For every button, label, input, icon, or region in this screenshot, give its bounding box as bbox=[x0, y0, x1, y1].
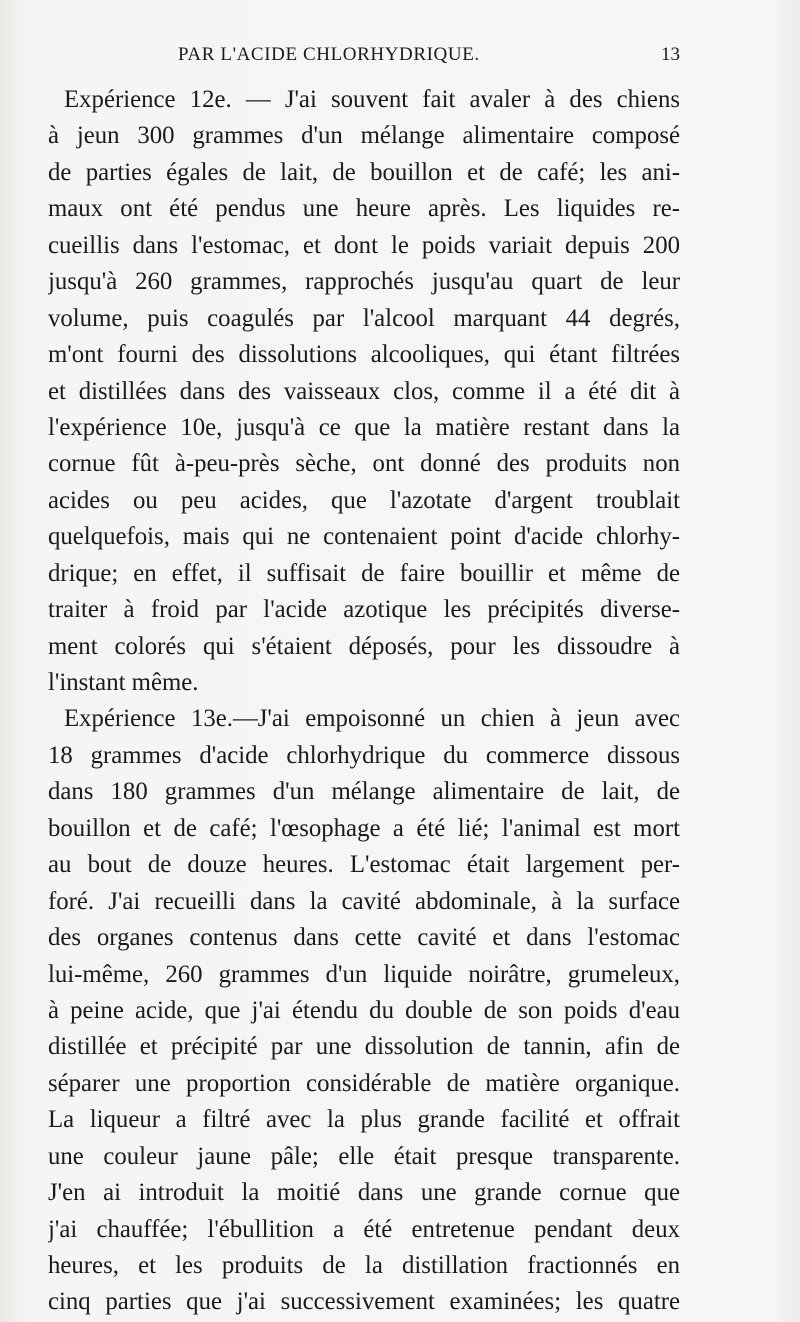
text-line: l'instant même. bbox=[48, 669, 199, 696]
text-line: et distillées dans des vaisseaux clos, comme il a été dit à bbox=[48, 377, 680, 405]
text-line: distillée et précipité par une dissolution de tannin, afin de bbox=[48, 1033, 680, 1061]
text-line: La liqueur a filtré avec la plus grande facilité et offrait bbox=[48, 1106, 680, 1134]
running-head bbox=[48, 44, 680, 74]
text-line: cueillis dans l'estomac, et dont le poids variait depuis 200 bbox=[48, 231, 680, 259]
text-line: traiter à froid par l'acide azotique les précipités diverse- bbox=[48, 596, 680, 624]
text-line: l'expérience 10e, jusqu'à ce que la matière restant dans la bbox=[48, 413, 680, 441]
text-line: cinq parties que j'ai successivement examinées; les quatre bbox=[48, 1288, 680, 1316]
text-line: 18 grammes d'acide chlorhydrique du commerce dissous bbox=[48, 741, 680, 769]
text-line: heures, et les produits de la distillation fractionnés en bbox=[48, 1252, 680, 1279]
text-line: drique; en effet, il suffisait de faire bouillir et même de bbox=[48, 559, 680, 587]
text-line: foré. J'ai recueilli dans la cavité abdominale, à la surface bbox=[48, 887, 680, 915]
text-line: bouillon et de café; l'œsophage a été lié; l'animal est mort bbox=[48, 814, 680, 842]
text-line: ment colorés qui s'étaient déposés, pour les dissoudre à bbox=[48, 632, 680, 660]
text-line: m'ont fourni des dissolutions alcooliques, qui étant filtrées bbox=[48, 341, 680, 369]
text-line: dans 180 grammes d'un mélange alimentaire de lait, de bbox=[48, 778, 680, 806]
page-number: 13 bbox=[661, 44, 680, 65]
text-line: de parties égales de lait, de bouillon et de café; les ani- bbox=[48, 158, 680, 186]
text-line: volume, puis coagulés par l'alcool marquant 44 degrés, bbox=[48, 304, 680, 332]
text-line: à peine acide, que j'ai étendu du double de son poids d'eau bbox=[48, 996, 680, 1024]
text-line: j'ai chauffée; l'ébullition a été entretenue pendant deux bbox=[48, 1215, 680, 1243]
text-line: lui-même, 260 grammes d'un liquide noirâtre, grumeleux, bbox=[48, 960, 680, 988]
text-line: séparer une proportion considérable de matière organique. bbox=[48, 1069, 680, 1097]
text-line: jusqu'à 260 grammes, rapprochés jusqu'au quart de leur bbox=[48, 268, 680, 296]
text-line: Expérience 13e.—J'ai empoisonné un chien à jeun avec bbox=[64, 705, 680, 733]
text-line: cornue fût à-peu-près sèche, ont donné des produits non bbox=[48, 450, 680, 478]
text-line: maux ont été pendus une heure après. Les liquides re- bbox=[48, 195, 680, 223]
running-title: PAR L'ACIDE CHLORHYDRIQUE. bbox=[178, 44, 480, 65]
text-line: quelquefois, mais qui ne contenaient point d'acide chlorhy- bbox=[48, 523, 680, 551]
text-line: Expérience 12e. — J'ai souvent fait avaler à des chiens bbox=[64, 86, 680, 113]
text-line: au bout de douze heures. L'estomac était largement per- bbox=[48, 851, 680, 879]
body-text bbox=[48, 82, 680, 1321]
text-line: une couleur jaune pâle; elle était presque transparente. bbox=[48, 1142, 680, 1170]
text-line: acides ou peu acides, que l'azotate d'argent troublait bbox=[48, 486, 680, 514]
text-line: à jeun 300 grammes d'un mélange alimentaire composé bbox=[48, 122, 680, 150]
text-line: des organes contenus dans cette cavité et dans l'estomac bbox=[48, 924, 680, 952]
text-line: J'en ai introduit la moitié dans une grande cornue que bbox=[48, 1179, 680, 1207]
